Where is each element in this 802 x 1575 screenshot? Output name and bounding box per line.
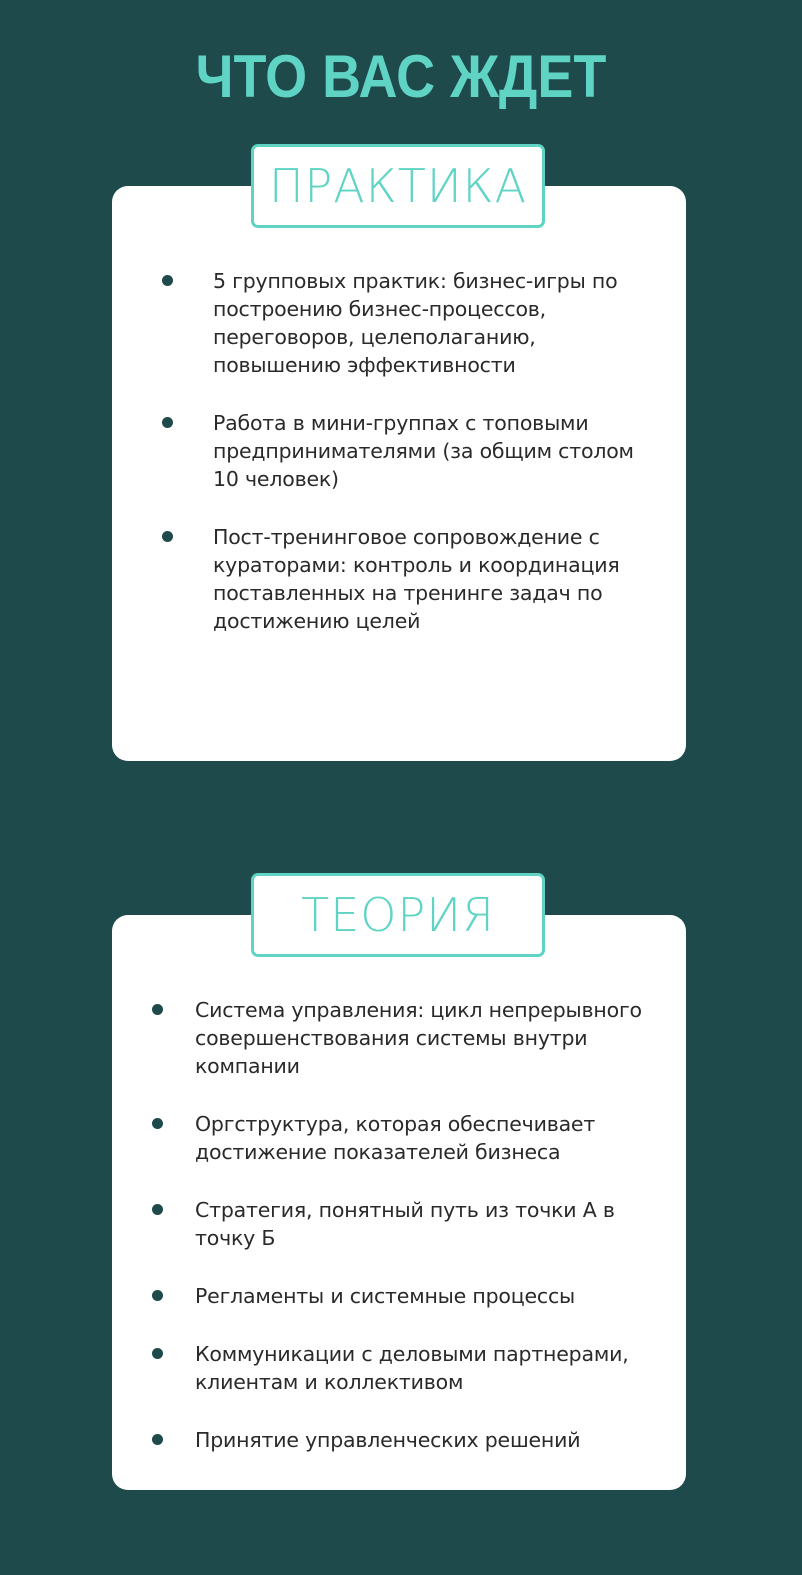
list-item [213,267,643,379]
list-item [213,523,643,635]
practice-list [213,267,643,665]
bullet-dot-icon [152,1348,163,1359]
page-title: ЧТО ВАС ЖДЕТ [195,43,607,111]
bullet-dot-icon [152,1290,163,1301]
list-item-text: Работа в мини-группах с топовыми предпринимателями (за общим столом 10 человек) [213,411,634,491]
theory-tab-label: ТЕОРИЯ [251,873,545,957]
list-item [195,1426,655,1454]
list-item [195,1340,655,1396]
list-item-text: 5 групповых практик: бизнес-игры по построению бизнес-процессов, переговоров, целеполаганию, повышению эффективности [213,269,618,377]
theory-list [195,996,655,1484]
bullet-dot-icon [152,1204,163,1215]
list-item [195,1196,655,1252]
bullet-dot-icon [162,531,173,542]
list-item-text: Пост-тренинговое сопровождение с кураторами: контроль и координация поставленных на тренинге задач по достижению целей [213,525,620,633]
list-item [195,996,655,1080]
list-item-text: Стратегия, понятный путь из точки А в точку Б [195,1198,615,1250]
bullet-dot-icon [152,1434,163,1445]
bullet-dot-icon [152,1004,163,1015]
list-item [213,409,643,493]
list-item-text: Коммуникации с деловыми партнерами, клиентам и коллективом [195,1342,629,1394]
list-item [195,1282,655,1310]
bullet-dot-icon [162,417,173,428]
practice-tab-label: ПРАКТИКА [251,144,545,228]
list-item-text: Оргструктура, которая обеспечивает достижение показателей бизнеса [195,1112,596,1164]
list-item-text: Принятие управленческих решений [195,1428,581,1452]
list-item-text: Система управления: цикл непрерывного совершенствования системы внутри компании [195,998,642,1078]
bullet-dot-icon [152,1118,163,1129]
list-item-text: Регламенты и системные процессы [195,1284,576,1308]
bullet-dot-icon [162,275,173,286]
list-item [195,1110,655,1166]
